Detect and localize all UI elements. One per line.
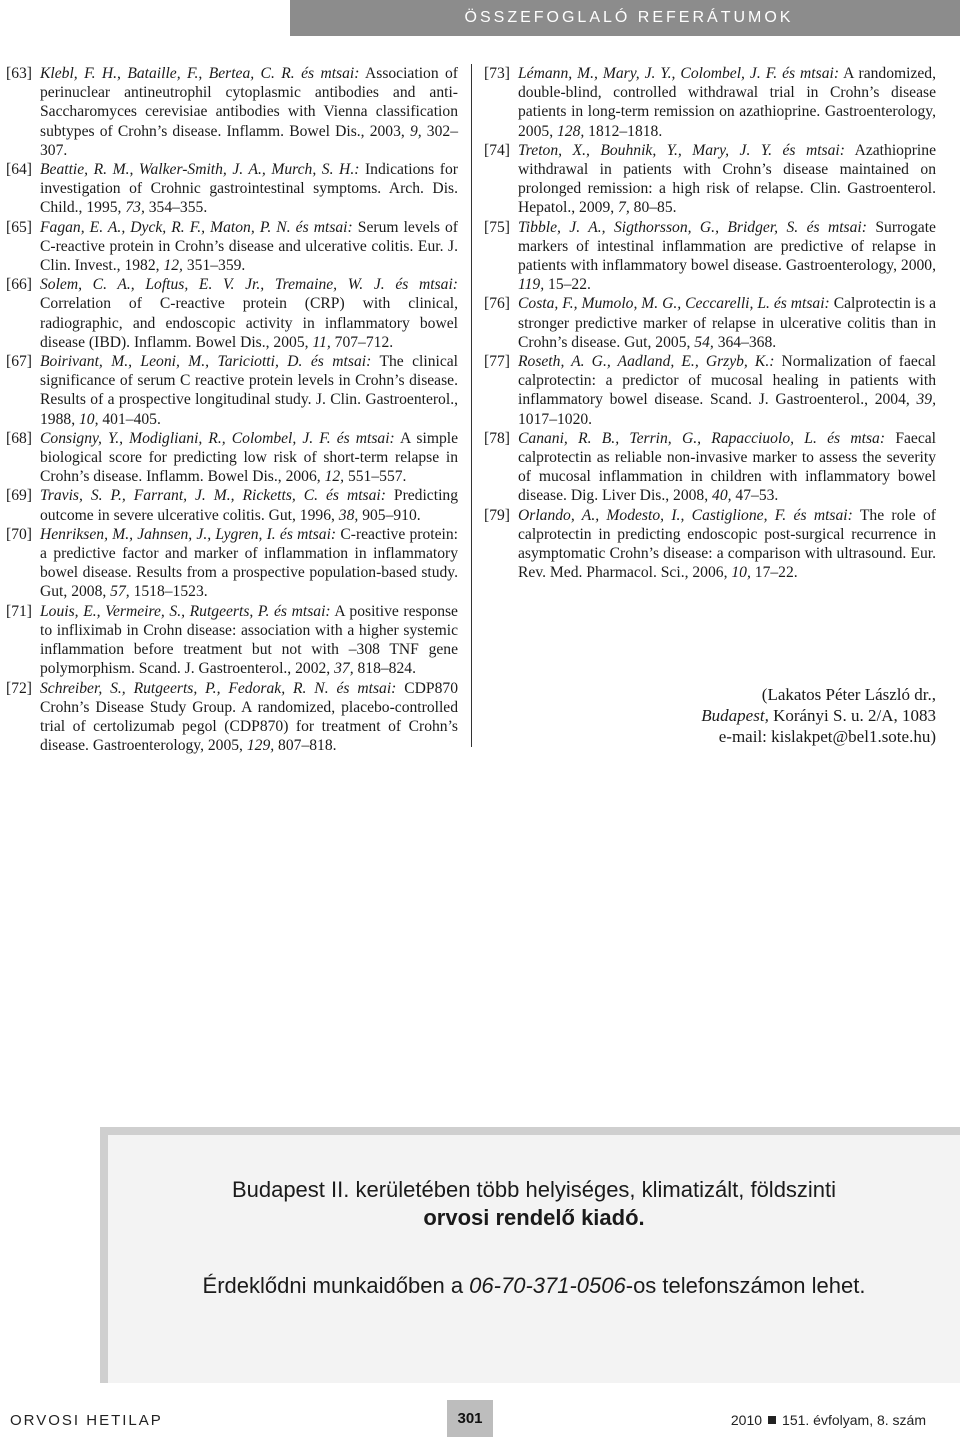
reference-pages: 401–405. (98, 410, 161, 428)
reference-pages: 15–22. (544, 276, 591, 294)
reference-pages: 905–910. (358, 506, 421, 524)
signature-street: Korányi S. u. 2/A, 1083 (768, 706, 936, 725)
reference-text: Indications for investigation of Crohnic gastrointestinal symptoms. Arch. Dis. Child., 1995, (40, 161, 458, 217)
advert-line-3 (108, 1273, 960, 1299)
reference-text: Surrogate markers of intestinal inflammation are predictive of relapse in patients with inflammatory bowel disease. Gastroenterology, 2000, (518, 218, 936, 275)
reference-volume: 128, (556, 122, 585, 140)
reference-authors: Beattie, R. M., Walker-Smith, J. A., Murch, S. H.: (40, 161, 360, 179)
reference-authors: Tibble, J. A., Sigthorsson, G., Bridger, S. és mtsai: (518, 218, 867, 236)
journal-name: ORVOSI HETILAP (10, 1412, 163, 1429)
advert-phone: 06-70-371-0506 (469, 1273, 626, 1298)
reference-entry (484, 141, 936, 218)
reference-text: Calprotectin is a stronger predictive marker of relapse in ulcerative colitis than in Crohn’s disease. Gut, 2005, (518, 295, 936, 351)
reference-authors: Fagan, E. A., Dyck, R. F., Maton, P. N. és mtsai: (40, 218, 353, 236)
advert-line-2: orvosi rendelő kiadó. (423, 1205, 645, 1230)
reference-volume: 38, (338, 506, 359, 524)
reference-entry (6, 64, 458, 160)
reference-text: Azathioprine withdrawal in patients with Crohn’s disease maintained on prolonged remission: a high risk of relapse. Clin. Gastroenterol. Hepatol., 2009, (518, 141, 936, 217)
reference-number: [68] (6, 429, 32, 447)
reference-number: [72] (6, 679, 32, 697)
reference-entry (6, 602, 458, 679)
reference-text: Normalization of faecal calprotectin: a predictor of mucosal healing in patients with inflammatory bowel disease. Scand. J. Gastroenterol., 2004, (518, 353, 937, 409)
reference-volume: 37, (334, 660, 354, 678)
advert-contact-suffix: -os telefonszámon lehet. (625, 1273, 866, 1298)
reference-entry (6, 486, 458, 524)
section-title: ÖSSZEFOGLALÓ REFERÁTUMOK (464, 9, 794, 26)
reference-volume: 10, (78, 410, 99, 428)
reference-entry (484, 352, 936, 429)
reference-volume: 10, (731, 564, 751, 582)
reference-authors: Boirivant, M., Leoni, M., Tariciotti, D. és mtsai: (40, 353, 372, 371)
reference-authors: Henriksen, M., Jahnsen, J., Lygren, I. és mtsai: (40, 525, 337, 543)
signature-city: Budapest, (701, 706, 769, 725)
reference-pages: 302–307. (40, 122, 458, 159)
advert-contact-prefix: Érdeklődni munkaidőben a (202, 1273, 470, 1298)
reference-volume: 119, (518, 276, 545, 294)
reference-number: [69] (6, 487, 32, 505)
advert-line-1: Budapest II. kerületében több helyiséges, klimatizált, földszinti (231, 1177, 837, 1202)
reference-number: [65] (6, 218, 32, 236)
reference-pages: 351–359. (182, 257, 246, 275)
reference-number: [66] (6, 276, 32, 294)
reference-entry (6, 160, 458, 218)
reference-authors: Treton, X., Bouhnik, Y., Mary, J. Y. és mtsai: (518, 141, 845, 159)
reference-text: C-reactive protein: a predictive factor and marker of inflammation in inflammatory bowel disease. Results from a prospective population-based study. Gut, 2008, (40, 525, 458, 601)
reference-number: [78] (484, 429, 510, 447)
author-signature (600, 684, 936, 747)
reference-entry (484, 506, 936, 583)
reference-volume: 39, (916, 391, 936, 409)
reference-entry (6, 275, 458, 352)
reference-volume: 57, (110, 583, 130, 601)
reference-number: [70] (6, 525, 32, 543)
reference-number: [77] (484, 353, 510, 371)
reference-text: A randomized, double-blind, controlled withdrawal trial in Crohn’s disease patients in long-term remission on azathioprine. Gastroenterology, 2005, (518, 65, 937, 140)
reference-entry (484, 64, 936, 141)
reference-entry (484, 294, 936, 352)
advert-box (108, 1135, 960, 1383)
square-separator-icon (768, 1416, 776, 1424)
reference-pages: 551–557. (344, 468, 407, 486)
reference-text: The clinical significance of serum C reactive protein levels in Crohn’s disease. Results of a prospective longitudinal study. J. Clin. Gastroenterol., 1988, (40, 353, 458, 428)
reference-volume: 9, (409, 122, 422, 140)
reference-pages: 807–818. (274, 737, 337, 755)
reference-authors: Louis, E., Vermeire, S., Rutgeerts, P. és mtsai: (40, 602, 331, 620)
signature-name: (Lakatos Péter László dr., (761, 685, 936, 704)
reference-volume: 11, (312, 333, 331, 351)
issue-info (731, 1412, 926, 1428)
reference-number: [73] (484, 65, 510, 82)
reference-text: Faecal calprotectin as reliable non-invasive marker to assess the severity of mucosal inflammation in children with inflammatory bowel disease. Dig. Liver Dis., 2008, (518, 429, 937, 505)
reference-text: Correlation of C-reactive protein (CRP) with clinical, radiographic, and endoscopic activity in inflammatory bowel disease (IBD). Inflamm. Bowel Dis., 2005, (40, 295, 458, 351)
reference-number: [74] (484, 141, 510, 159)
reference-number: [64] (6, 161, 32, 179)
reference-text: Association of perinuclear antineutrophil cytoplasmic antibodies and anti-Saccharomyces cerevisiae antibodies with Vienna classification subtypes of Crohn’s disease. Inflamm. Bowel Dis., 2003, (40, 65, 458, 140)
reference-entry (6, 679, 458, 756)
reference-authors: Consigny, Y., Modigliani, R., Colombel, J. F. és mtsai: (40, 429, 395, 447)
reference-text: Serum levels of C-reactive protein in Crohn’s disease and ulcerative colitis. Eur. J. Clin. Invest., 1982, (40, 218, 458, 275)
column-divider (471, 64, 472, 747)
reference-pages: 818–824. (353, 660, 416, 678)
page-number: 301 (447, 1400, 493, 1437)
reference-authors: Roseth, A. G., Aadland, E., Grzyb, K.: (518, 353, 775, 371)
reference-pages: 354–355. (144, 199, 208, 217)
reference-authors: Travis, S. P., Farrant, J. M., Ricketts, C. és mtsai: (40, 487, 386, 505)
reference-text: Predicting outcome in severe ulcerative colitis. Gut, 1996, (40, 487, 458, 524)
page-footer (0, 1400, 960, 1437)
reference-volume: 12, (324, 468, 345, 486)
reference-volume: 54, (694, 333, 714, 351)
reference-pages: 1812–1818. (584, 122, 663, 140)
reference-authors: Canani, R. B., Terrin, G., Rapacciuolo, L. és mtsa: (518, 429, 886, 447)
references-right-column (484, 64, 936, 582)
reference-entry (484, 218, 936, 295)
reference-volume: 12, (163, 257, 183, 275)
reference-entry (6, 218, 458, 276)
signature-address (600, 705, 936, 726)
reference-number: [79] (484, 506, 510, 524)
reference-pages: 1017–1020. (518, 410, 593, 428)
reference-volume: 73, (125, 199, 145, 217)
reference-entry (6, 525, 458, 602)
references-left-column (6, 64, 458, 755)
reference-entry (6, 352, 458, 429)
reference-authors: Lémann, M., Mary, J. Y., Colombel, J. F. és mtsai: (518, 65, 840, 82)
reference-pages: 364–368. (713, 333, 777, 351)
reference-text: The role of calprotectin in predicting endoscopic post-surgical recurrence in asymptomatic Crohn’s disease: a comparison with ultrasound. Eur. Rev. Med. Pharmacol. Sci., 2006, (518, 506, 936, 582)
reference-pages: 707–712. (330, 333, 394, 351)
reference-number: [75] (484, 218, 510, 236)
reference-pages: 80–85. (629, 199, 677, 217)
reference-authors: Costa, F., Mumolo, M. G., Ceccarelli, L. és mtsai: (518, 295, 830, 313)
signature-email: e-mail: kislakpet@bel1.sote.hu) (718, 727, 936, 746)
reference-pages: 1518–1523. (129, 583, 208, 601)
reference-entry (484, 429, 936, 506)
reference-authors: Orlando, A., Modesto, I., Castiglione, F. és mtsai: (518, 506, 853, 524)
reference-pages: 47–53. (731, 487, 779, 505)
reference-pages: 17–22. (750, 564, 798, 582)
reference-text: CDP870 Crohn’s Disease Study Group. A randomized, placebo-controlled trial of certolizumab pegol (CDP870) for treatment of Crohn’s disease. Gastroenterology, 2005, (40, 679, 458, 755)
reference-number: [67] (6, 353, 32, 371)
reference-number: [76] (484, 295, 510, 313)
reference-authors: Schreiber, S., Rutgeerts, P., Fedorak, R. N. és mtsai: (40, 679, 397, 697)
reference-volume: 40, (712, 487, 732, 505)
issue-year: 2010 (730, 1412, 763, 1428)
reference-text: A positive response to infliximab in Crohn disease: association with a higher systemic inflammation before treatment but not with –308 TNF gene polymorphism. Scand. J. Gastroenterol., 2002, (40, 602, 458, 678)
reference-number: [63] (6, 65, 32, 82)
reference-number: [71] (6, 602, 32, 620)
reference-entry (6, 429, 458, 487)
reference-authors: Klebl, F. H., Bataille, F., Bertea, C. R. és mtsai: (40, 65, 360, 82)
section-header (290, 0, 960, 36)
reference-volume: 129, (246, 737, 275, 755)
reference-text: A simple biological score for predicting low risk of short-term relapse in Crohn’s disease. Inflamm. Bowel Dis., 2006, (40, 429, 458, 486)
reference-authors: Solem, C. A., Loftus, E. V. Jr., Tremaine, W. J. és mtsai: (40, 276, 458, 294)
issue-volume: 151. évfolyam, 8. szám (782, 1412, 926, 1428)
reference-volume: 7, (618, 199, 630, 217)
